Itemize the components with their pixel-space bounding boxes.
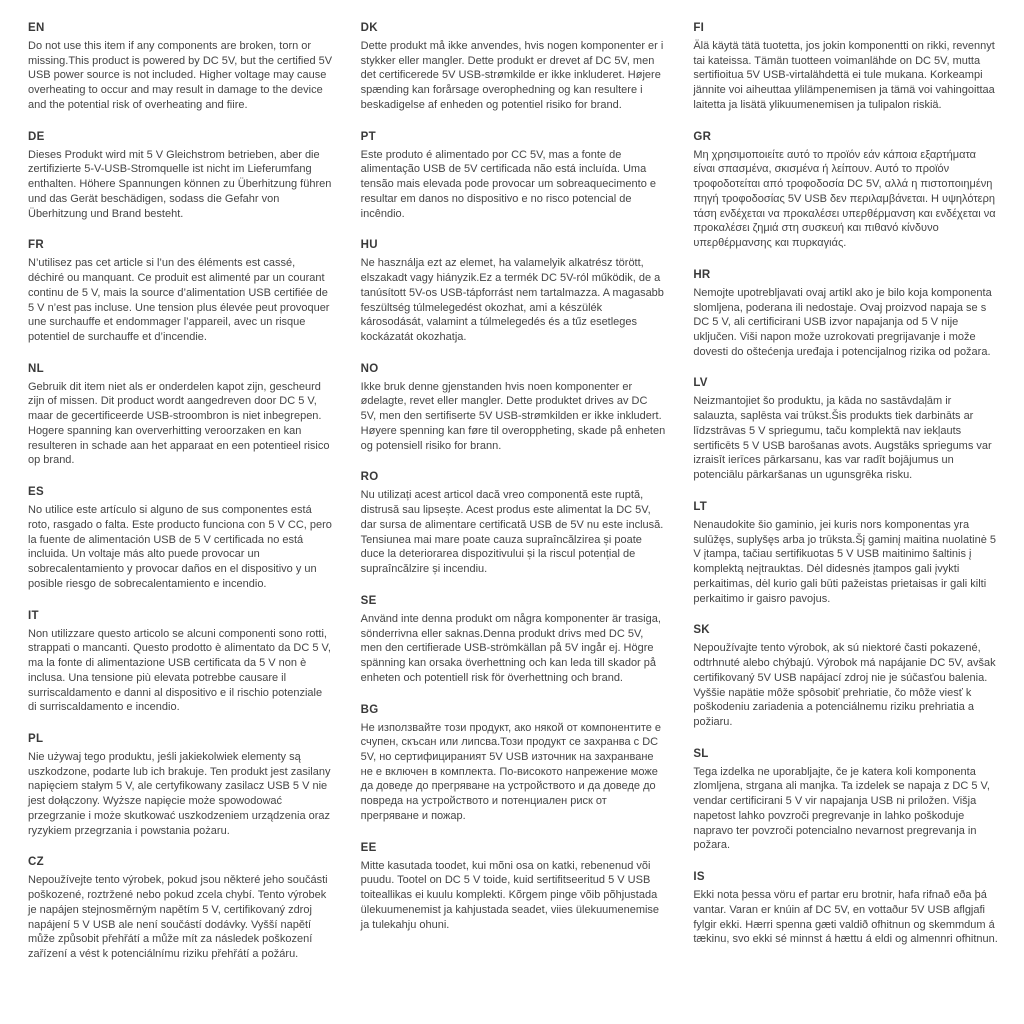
warning-text-fi: Älä käytä tätä tuotetta, jos jokin komponentti on rikki, revennyt tai kateissa. Tämän tuotteen voimanlähde on DC 5V, mutta sertifioitua 5V USB-virtalähdettä ei tule mukana. Korkeampi jännite voi aiheuttaa ylilämpenemisen ja tämä voi vahingoittaa laitetta ja lisätä ylikuumenemisen ja tulipalon riskiä. [693,40,995,111]
lang-section-ee [361,842,666,933]
warning-text-hr: Nemojte upotrebljavati ovaj artikl ako je bilo koja komponenta slomljena, poderana ili nedostaje. Ovaj proizvod napaja se s DC 5 V, ali certificirani USB izvor napajanja od 5 V nije uključen. Viši napon može uzrokovati pregrijavanje i može dovesti do oštećenja uređaja i potencijalnog rizika od požara. [693,286,992,358]
lang-code-no: NO [360,362,379,375]
warning-text-se: Använd inte denna produkt om några komponenter är trasiga, sönderrivna eller saknas.Denna produkt drivs med DC 5V, men den certifierade USB-strömkällan på 5V ingår ej. Högre spänning kan orsaka överhettning och kan leda till skador på enheten och potentiell risk för överhettning och brand. [360,612,661,684]
lang-section-no [361,363,666,454]
warning-text-pl: Nie używaj tego produktu, jeśli jakiekolwiek elementy są uszkodzone, podarte lub ich brakuje. Ten produkt jest zasilany napięciem stałym 5 V, ale certyfikowany zasilacz USB 5 V nie jest dołączony. Wyższe napięcie może spowodować przegrzanie i może skutkować uszkodzeniem urządzenia oraz ryzykiem przegrzania i powstania pożaru. [28,750,331,837]
warning-text-bg: Не използвайте този продукт, ако някой от компонентите е счупен, скъсан или липсва.Този продукт се захранва с DC 5V, но сертифицираният 5V USB източник на захранване не е включен в комплекта. По-високото напрежение може да доведе до прегряване на устройството и да доведе до повреда на устройството и потенциален риск от прегряване и пожар. [360,721,662,822]
lang-section-fr [28,239,333,344]
lang-section-sl [693,748,998,853]
lang-section-de [28,131,333,222]
lang-section-dk [361,22,666,113]
column-1 [28,22,333,980]
lang-section-es [28,486,333,591]
lang-section-sk [693,624,998,729]
lang-section-nl [28,363,333,468]
warning-text-gr: Μη χρησιμοποιείτε αυτό το προϊόν εάν κάποια εξαρτήματα είναι σπασμένα, σκισμένα ή λείπουν. Αυτό το προϊόν τροφοδοτείται από τροφοδοσία DC 5V, αλλά η πιστοποιημένη πηγή τροφοδοσίας 5V USB δεν περιλαμβάνεται. Η υψηλότερη τάση ενδέχεται να προκαλέσει υπερθέρμανση και ενδέχεται να προκαλέσει ζημιά στη συσκευή και πιθανό κίνδυνο υπερθέρμανσης και πυρκαγιάς. [693,148,996,250]
lang-code-se: SE [360,594,377,607]
lang-section-is [693,871,998,947]
warning-text-lv: Neizmantojiet šo produktu, ja kāda no sastāvdaļām ir salauzta, saplēsta vai trūkst.Šis produkts tiek darbināts ar līdzstrāvas 5 V spriegumu, taču komplektā nav iekļauts sertificēts 5 V USB barošanas avots. Augstāks spriegums var izraisīt ierīces pārkarsanu, kas var radīt bojājumus un potenciālu pārkaršanas un ugunsgrēka risku. [693,395,992,482]
warning-text-sk: Nepoužívajte tento výrobok, ak sú niektoré časti pokazené, odtrhnuté alebo chýbajú. Výrobok má napájanie DC 5V, avšak certifikovaný 5V USB napájací zdroj nie je súčasťou balenia. Vyššie napätie môže spôsobiť prehriatie, čo môže viesť k poškodeniu zariadenia a potenciálnemu riziku prehriatia a požiaru. [693,642,996,728]
lang-code-bg: BG [360,703,379,716]
warning-text-ee: Mitte kasutada toodet, kui mõni osa on katki, rebenenud või puudu. Tootel on DC 5 V toide, kuid sertifitseeritud 5 V USB toiteallikas ei kuulu komplekti. Kõrgem pinge võib põhjustada ülekuumenemist ja kahjustada seadet, viies ülekuumenemise ja tulekahju ohuni. [360,859,660,931]
lang-code-es: ES [28,486,44,499]
lang-section-pl [28,733,333,838]
warning-text-is: Ekki nota þessa vöru ef partar eru brotnir, hafa rifnað eða þá vantar. Varan er knúin af DC 5V, en vottaður 5V USB aflgjafi fylgir ekki. Hærri spenna gæti valdið ofhitnun og skemmdum á tækinu, svo ekki sé minnst á hættu á eldi og almennri ofhitnun. [693,889,998,946]
lang-section-fi [693,22,998,113]
column-2 [361,22,666,950]
lang-section-gr [693,131,998,251]
lang-code-en: EN [28,22,45,34]
lang-code-hu: HU [360,239,378,252]
lang-code-cz: CZ [28,856,44,869]
warning-text-cz: Nepoužívejte tento výrobek, pokud jsou některé jeho součásti poškozené, roztržené nebo pokud zcela chybí. Tento výrobek je napájen stejnosměrným napětím 5 V, certifikovaný zdroj napájení 5 V USB ale není součástí dodávky. Vyšší napětí může způsobit přehřátí a může mít za následek poškození zařízení a vést k potenciálnímu riziku přehřátí a požáru. [28,874,328,961]
lang-code-pl: PL [28,732,44,745]
lang-section-pt [361,131,666,222]
lang-code-sk: SK [693,624,710,637]
warning-text-de: Dieses Produkt wird mit 5 V Gleichstrom betrieben, aber die zertifizierte 5-V-USB-Stromquelle ist nicht im Lieferumfang enthalten. Höhere Spannungen können zu Überhitzung führen und das Gerät beschädigen, sodass die Gefahr von Überhitzung und Brand besteht. [28,148,332,220]
lang-section-it [28,610,333,715]
lang-code-pt: PT [360,130,376,143]
lang-code-lv: LV [693,377,708,390]
lang-code-ee: EE [360,841,377,854]
lang-section-hu [361,239,666,344]
column-3 [693,22,998,965]
lang-section-hr [693,269,998,360]
lang-code-hr: HR [693,268,711,281]
warning-text-hu: Ne használja ezt az elemet, ha valamelyik alkatrész törött, elszakadt vagy hiányzik.Ez a termék DC 5V-ról működik, de a tanúsított 5V-os USB-tápforrást nem tartalmazza. A magasabb feszültség túlmelegedést okozhat, ami a készülék károsodását, valamint a túlmelegedés és a tűz esetleges kockázatát okozhatja. [360,257,664,344]
lang-code-fi: FI [693,22,705,34]
warning-text-fr: N’utilisez pas cet article si l’un des éléments est cassé, déchiré ou manquant. Ce produit est alimenté par un courant continu de 5 V, mais la source d’alimentation USB certifiée de 5 V n’est pas incluse. Une tension plus élevée peut provoquer une surchauffe et endommager l’appareil, avec un risque potentiel de surchauffe et d’incendie. [28,257,330,344]
lang-section-se [361,595,666,686]
lang-section-ro [361,471,666,576]
lang-section-lt [693,501,998,606]
lang-section-cz [28,856,333,961]
lang-code-dk: DK [360,22,378,34]
warning-text-ro: Nu utilizați acest articol dacă vreo componentă este ruptă, distrusă sau lipsește. Acest produs este alimentat la DC 5V, dar sursa de alimentare certificată USB de 5V nu este inclusă. Tensiunea mai mare poate cauza supraîncălzirea și poate duce la deteriorarea dispozitivului și la riscul potențial de supraîncălzire și incendiu. [360,489,664,576]
warning-text-sl: Tega izdelka ne uporabljajte, če je katera koli komponenta zlomljena, strgana ali manjka. Ta izdelek se napaja z DC 5 V, vendar certificirani 5 V vir napajanja USB ni priložen. Višja napetost lahko povzroči pregrevanje in lahko poškoduje napravo ter povzroči potencialno nevarnost pregrevanja in požara. [693,765,990,852]
warning-text-dk: Dette produkt må ikke anvendes, hvis nogen komponenter er i stykker eller mangler. Dette produkt er drevet af DC 5V, men det certificerede 5V USB-strømkilde er ikke inkluderet. Højere spænding kan forårsage overophedning og kan resultere i beskadigelse af enheden og potentiel risiko for brand. [360,40,664,111]
warning-text-lt: Nenaudokite šio gaminio, jei kuris nors komponentas yra sulūžęs, suplyšęs arba jo trūksta.Šį gaminį maitina nuolatinė 5 V įtampa, tačiau sertifikuotas 5 V USB maitinimo šaltinis į komplektą neįtrauktas. Dėl didesnės įtampos gali įvykti perkaitimas, dėl kurio gali būti pažeistas prietaisas ir gali kilti perkaitimo ir gaisro pavojus. [693,518,996,605]
lang-code-nl: NL [28,362,44,375]
warning-text-pt: Este produto é alimentado por CC 5V, mas a fonte de alimentação USB de 5V certificada não está incluída. Uma tensão mais elevada pode provocar um sobreaquecimento e resultar em danos no dispositivo e no risco potencial de incêndio. [360,148,657,220]
warning-text-no: Ikke bruk denne gjenstanden hvis noen komponenter er ødelagte, revet eller mangler. Dette produktet drives av DC 5V, men den sertifiserte 5V USB-strømkilden er ikke inkludert. Høyere spenning kan føre til overoppheting, skade på enheten og potensiell risiko for brann. [360,380,666,452]
lang-code-ro: RO [360,471,379,484]
warning-text-en: Do not use this item if any components are broken, torn or missing.This product is powered by DC 5V, but the certified 5V USB power source is not included. Higher voltage may cause overheating to occur and may result in damage to the device and the potential risk of overheating and fiire. [28,40,333,111]
lang-code-gr: GR [693,130,712,143]
lang-section-lv [693,377,998,482]
warning-text-it: Non utilizzare questo articolo se alcuni componenti sono rotti, strappati o mancanti. Questo prodotto è alimentato da DC 5 V, ma la fonte di alimentazione USB certificata da 5 V non è inclusa. Una tensione più elevata potrebbe causare il surriscaldamento e danni al dispositivo e il rischio potenziale di surriscaldamento e incendio. [28,627,331,714]
lang-section-en [28,22,333,113]
warning-text-nl: Gebruik dit item niet als er onderdelen kapot zijn, gescheurd zijn of missen. Dit product wordt aangedreven door DC 5 V, maar de gecertificeerde USB-stroombron is niet inbegrepen. Hogere spanning kan oververhitting veroorzaken en kan resulteren in schade aan het apparaat en een potentieel risico op brand. [28,380,330,467]
warning-text-es: No utilice este artículo si alguno de sus componentes está roto, rasgado o falta. Este producto funciona con 5 V CC, pero la fuente de alimentación USB de 5 V certificada no está incluida. Un voltaje más alto puede provocar un sobrecalentamiento y provocar daños en el dispositivo y un posible riesgo de sobrecalentamiento e incendio. [28,504,332,590]
lang-code-de: DE [28,130,45,143]
lang-code-is: IS [693,871,705,884]
lang-code-fr: FR [28,239,44,252]
lang-section-bg [361,704,666,824]
lang-code-lt: LT [693,500,708,513]
lang-code-sl: SL [693,747,709,760]
columns-container [28,22,998,980]
lang-code-it: IT [28,609,39,622]
